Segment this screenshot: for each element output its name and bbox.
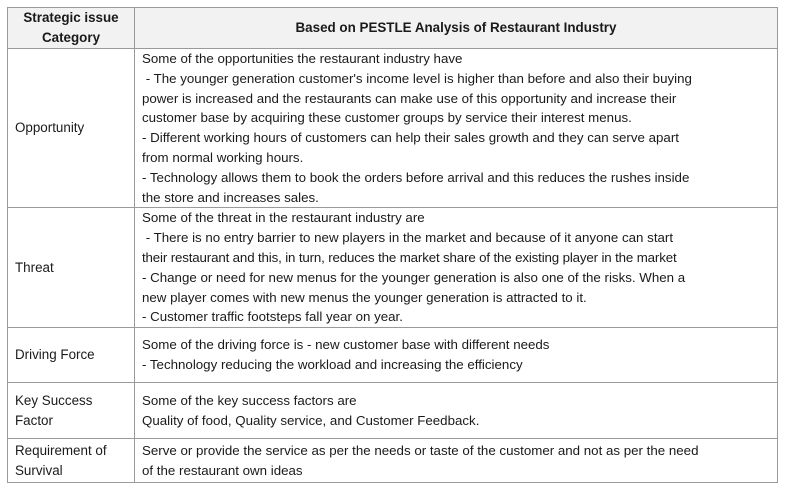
category-label: Driving Force <box>15 347 95 363</box>
category-cell <box>8 49 135 208</box>
description-line: Some of the driving force is - new customer base with different needs <box>142 337 550 353</box>
header-analysis <box>135 8 778 49</box>
description-line: power is increased and the restaurants can make use of this opportunity and increase their <box>142 90 677 106</box>
description-line: Some of the threat in the restaurant industry are <box>142 210 425 226</box>
description-line: Some of the opportunities the restaurant industry have <box>142 51 463 66</box>
category-cell <box>8 383 135 439</box>
category-label: Requirement of Survival <box>15 442 107 478</box>
description-line: Quality of food, Quality service, and Customer Feedback. <box>142 412 480 428</box>
category-label: Opportunity <box>15 120 85 136</box>
description-line: - Different working hours of customers can help their sales growth and they can serve apart <box>142 130 679 146</box>
table-row-threat <box>8 208 778 328</box>
description-cell <box>135 49 778 208</box>
header-category-label: Strategic issue Category <box>23 10 119 45</box>
description-line: the store and increases sales. <box>142 189 319 205</box>
description-line: - Technology reducing the workload and increasing the efficiency <box>142 357 523 373</box>
description-line: - Technology allows them to book the orders before arrival and this reduces the rushes inside <box>142 169 690 185</box>
description-cell <box>135 439 778 483</box>
description-line: Some of the key success factors are <box>142 392 357 408</box>
header-category <box>8 8 135 49</box>
table-row-key-success-factor <box>8 383 778 439</box>
table-row-requirement-of-survival <box>8 439 778 483</box>
pestle-strategic-issues-table <box>7 7 778 483</box>
description-line: - The younger generation customer's income level is higher than before and also their buying <box>142 70 692 86</box>
description-line: of the restaurant own ideas <box>142 462 303 478</box>
category-label: Key Success Factor <box>15 392 93 428</box>
description-cell <box>135 208 778 328</box>
description-line: - Change or need for new menus for the younger generation is also one of the risks. When a <box>142 269 686 285</box>
description-cell <box>135 383 778 439</box>
category-cell <box>8 328 135 383</box>
table-row-driving-force <box>8 328 778 383</box>
description-cell <box>135 328 778 383</box>
table-row-opportunity <box>8 49 778 208</box>
category-cell <box>8 208 135 328</box>
description-line: their restaurant and this, in turn, reduces the market share of the existing player in the market <box>142 249 677 265</box>
category-cell <box>8 439 135 483</box>
description-line: from normal working hours. <box>142 149 304 165</box>
description-line: new player comes with new menus the younger generation is attracted to it. <box>142 289 587 305</box>
description-line: - There is no entry barrier to new players in the market and because of it anyone can start <box>142 230 674 246</box>
header-analysis-label: Based on PESTLE Analysis of Restaurant Industry <box>295 20 617 36</box>
description-line: customer base by acquiring these customer groups by service their interest menus. <box>142 110 632 126</box>
description-line: Serve or provide the service as per the needs or taste of the customer and not as per the need <box>142 442 699 458</box>
description-line: - Customer traffic footsteps fall year on year. <box>142 309 403 325</box>
category-label: Threat <box>15 259 54 275</box>
table-header-row <box>8 8 778 49</box>
